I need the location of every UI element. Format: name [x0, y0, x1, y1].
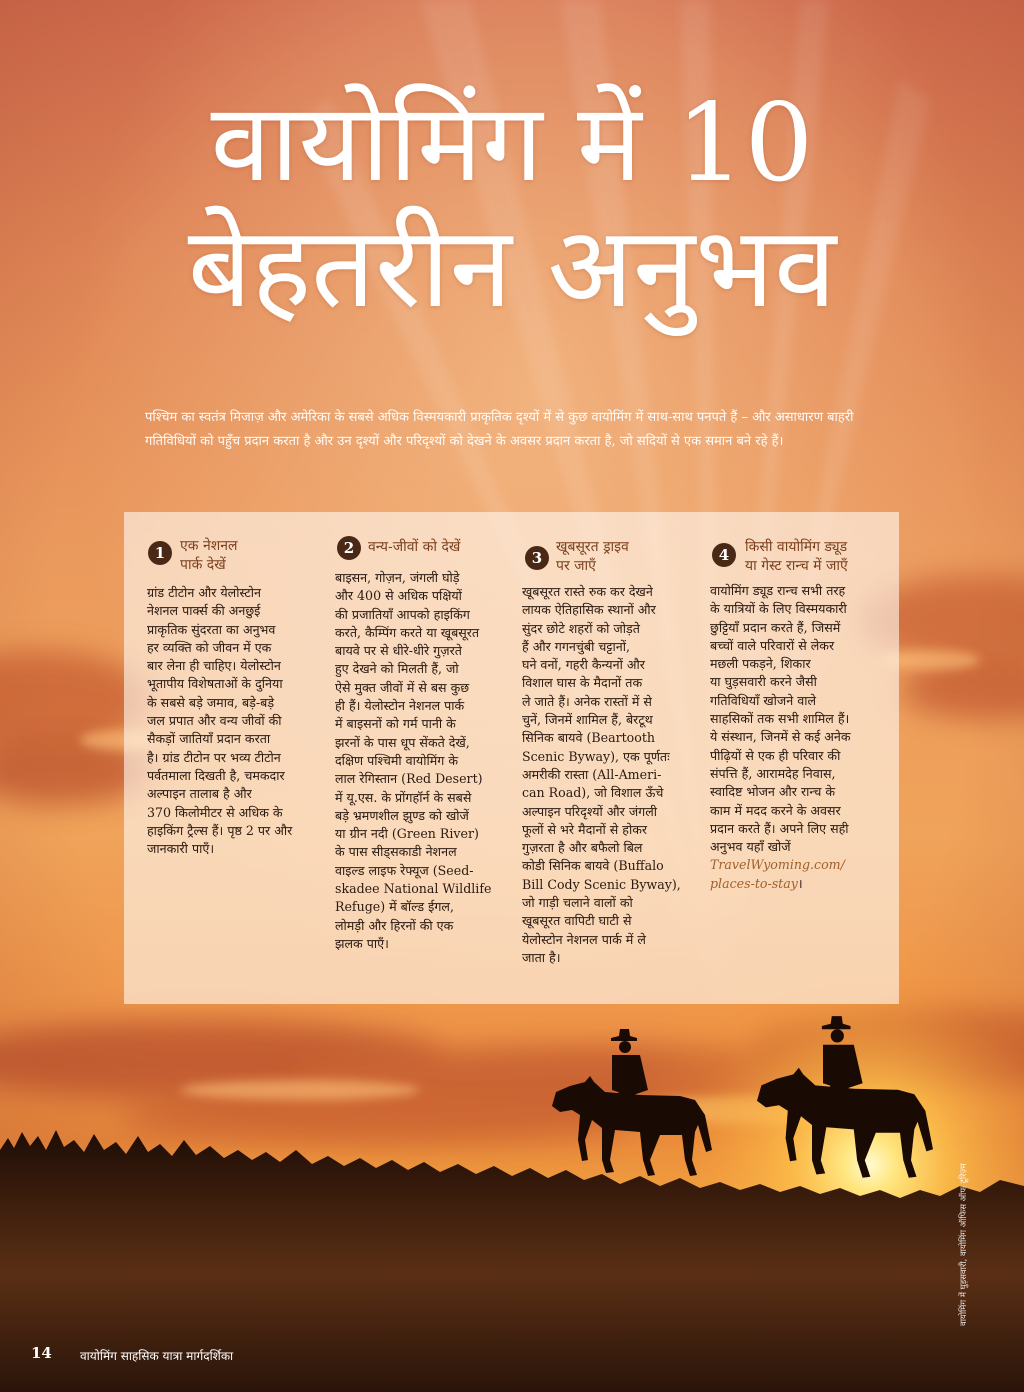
body-line: ये संस्थान, जिनमें से कई अनेक [710, 729, 851, 745]
body-line: की प्रजातियाँ आपको हाइकिंग [335, 606, 470, 622]
body-line: सैकड़ों जातियाँ प्रदान करता [147, 731, 271, 747]
body-line: कोडी सिनिक बायवे (Buffalo [522, 858, 664, 874]
sentence-end: । [797, 875, 803, 891]
body-line: सुंदर छोटे शहरों को जोड़ते [522, 620, 640, 636]
publication-name: वायोमिंग साहसिक यात्रा मार्गदर्शिका [80, 1349, 234, 1363]
body-line: पीढ़ियों से एक ही परिवार की [710, 747, 841, 763]
column-heading [180, 537, 238, 575]
body-line: हाइकिंग ट्रैल्स हैं। पृष्ठ 2 पर और [147, 822, 293, 838]
body-line: या घुड़सवारी करने जैसी [710, 674, 817, 690]
number-badge: 1 [148, 541, 172, 565]
website-link: TravelWyoming.com/ [710, 857, 845, 873]
body-line: लायक ऐतिहासिक स्थानों और [522, 602, 656, 618]
body-line: पर्वतमाला दिखती है, चमकदार [147, 767, 285, 783]
experience-column [335, 512, 517, 1004]
body-line: खूबसूरत रास्ते रुक कर देखने [522, 584, 653, 599]
body-line: चुनें, जिनमें शामिल हैं, बेरटूथ [522, 712, 653, 728]
body-line: हुए देखने को मिलती हैं, जो [335, 661, 459, 677]
body-line: जल प्रपात और वन्य जीवों की [147, 713, 282, 729]
body-line: हैं और गगनचुंबी चट्टानों, [522, 638, 631, 654]
photo-credit: वायोमिंग में घुड़सवारी, वायोमिंग ऑफिस ऑफ टूरिज़्म [959, 1163, 969, 1326]
heading-line: एक नेशनल [180, 538, 238, 554]
body-line: Scenic Byway), एक पूर्णतः [522, 748, 670, 764]
body-line: वायोमिंग ड्यूड रान्च सभी तरह [710, 583, 846, 598]
body-line: स्वादिष्ट भोजन और रान्च के [710, 784, 836, 800]
experience-column [710, 512, 892, 1004]
body-line: में यू.एस. के प्रोंगहॉर्न के सबसे [335, 789, 472, 805]
body-line: के पास सीड्सकाडी नेशनल [335, 844, 457, 860]
page-title-line-1: वायोमिंग में 10 [210, 81, 814, 206]
heading-line: पार्क देखें [180, 557, 226, 573]
body-line: गुज़रता है और बफैलो बिल [522, 840, 643, 856]
body-line: 370 किलोमीटर से अधिक के [147, 804, 283, 820]
body-line: सिनिक बायवे (Beartooth [522, 730, 656, 746]
column-heading [745, 538, 848, 576]
number-badge: 3 [525, 546, 549, 570]
column-heading [368, 538, 460, 557]
heading-line: पर जाएँ [556, 558, 596, 574]
rider-head [619, 1041, 631, 1053]
number-badge: 2 [337, 536, 361, 560]
body-line: प्राकृतिक सुंदरता का अनुभव [147, 621, 276, 637]
body-line: में बाइसनों को गर्म पानी के [335, 716, 456, 732]
body-line: फूलों से भरे मैदानों से होकर [522, 821, 648, 837]
heading-line: वन्य-जीवों को देखें [368, 539, 461, 555]
body-line: बड़े भ्रमणशील झुण्ड को खोजें [335, 807, 469, 823]
body-line: बाइसन, गोज़न, जंगली घोड़े [335, 570, 460, 585]
body-line: अल्पाइन परिदृश्यों और जंगली [522, 803, 658, 819]
number-badge: 4 [712, 543, 736, 567]
body-line: प्रदान करते हैं। अपने लिए सही [710, 820, 849, 836]
body-line: और 400 से अधिक पक्षियों [335, 588, 462, 604]
body-line: लोमड़ी और हिरनों की एक [335, 917, 454, 933]
body-line: या ग्रीन नदी (Green River) [335, 826, 479, 842]
body-line: बार लेना ही चाहिए। येलोस्टोन [147, 658, 281, 674]
page-title-line-2: बेहतरीन अनुभव [187, 203, 837, 333]
experience-column [147, 512, 329, 1004]
body-line: है। ग्रांड टीटोन पर भव्य टीटोन [147, 749, 281, 765]
body-line: ग्रांड टीटोन और येलोस्टोन [147, 585, 261, 600]
website-link: places-to-stay [710, 875, 798, 891]
body-line: जो गाड़ी चलाने वालों को [522, 895, 633, 911]
body-line: काम में मदद करने के अवसर [710, 802, 841, 818]
experiences-box [124, 512, 899, 1004]
body-line: बच्चों वाले परिवारों से लेकर [710, 637, 835, 653]
body-line: skadee National Wildlife [335, 881, 492, 897]
body-lines [710, 582, 851, 856]
body-line: ले जाते हैं। अनेक रास्तों में से [522, 693, 652, 709]
link-line [710, 856, 851, 874]
body-line: येलोस्टोन नेशनल पार्क में ले [522, 931, 646, 947]
body-line: बायवे पर से धीरे-धीरे गुज़रते [335, 643, 462, 659]
intro-paragraph: पश्चिम का स्वतंत्र मिजाज़ और अमेरिका के सबसे अधिक विस्मयकारी प्राकृतिक दृश्यों में से कुछ वायोमिंग में साथ-साथ पनपते हैं – और असाधारण बाहरी गतिविधियों को पहुँच प्रदान करता है और उन दृश्यों और परिदृश्यों को देखने के अवसर प्रदान करता है, जो सदियों से एक समान बने रहे हैं। [145, 410, 854, 449]
body-line: संपत्ति हैं, आरामदेह निवास, [710, 765, 836, 781]
body-line: के यात्रियों के लिए विस्मयकारी [710, 601, 847, 617]
body-line: गतिविधियाँ खोजने वाले [710, 692, 817, 708]
body-line: करते, कैम्पिंग करते या खूबसूरत [335, 624, 480, 640]
body-line: Refuge) में बॉल्ड ईगल, [335, 899, 454, 915]
body-line: घने वनों, गहरी कैन्यनों और [522, 657, 645, 673]
experience-column [522, 512, 704, 1004]
body-line: जानकारी पाएँ। [147, 841, 215, 857]
body-line: दक्षिण पश्चिमी वायोमिंग के [335, 752, 459, 768]
column-heading [556, 538, 629, 576]
body-line: अनुभव यहाँ खोजें [710, 839, 791, 855]
body-line: नेशनल पार्क्स की अनछुई [147, 603, 261, 619]
body-line: can Road), जो विशाल ऊँचे [522, 785, 664, 801]
column-body [335, 569, 491, 953]
column-body [522, 583, 681, 967]
heading-line: किसी वायोमिंग ड्यूड [745, 539, 848, 555]
body-line: भूतापीय विशेषताओं के दुनिया [147, 676, 283, 692]
body-line: हर व्यक्ति को जीवन में एक [147, 639, 272, 655]
body-line: के सबसे बड़े जमाव, बड़े-बड़े [147, 694, 275, 710]
heading-line: या गेस्ट रान्च में जाएँ [745, 558, 848, 574]
body-line: झरनों के पास धूप सेंकते देखें, [335, 734, 470, 750]
body-line: Bill Cody Scenic Byway), [522, 876, 681, 892]
heading-line: खूबसूरत ड्राइव [556, 539, 629, 555]
body-line: ऐसे मुक्त जीवों में से बस कुछ [335, 679, 470, 695]
body-line: अल्पाइन तालाब है और [147, 786, 252, 802]
body-line: ही हैं। येलोस्टोन नेशनल पार्क [335, 698, 465, 714]
body-line: खूबसूरत वापिटी घाटी से [522, 913, 632, 929]
column-body [147, 584, 292, 858]
body-line: जाता है। [522, 949, 561, 965]
link-line [710, 875, 851, 893]
body-line: साहसिकों तक सभी शामिल हैं। [710, 711, 850, 727]
body-line: मछली पकड़ने, शिकार [710, 656, 811, 672]
body-line: वाइल्ड लाइफ रेफ्यूज (Seed- [335, 862, 474, 878]
body-line: लाल रेगिस्तान (Red Desert) [335, 771, 483, 787]
page-number: 14 [31, 1344, 52, 1362]
body-line: अमरीकी रास्ता (All-Ameri- [522, 766, 662, 782]
column-body [710, 582, 851, 893]
body-line: छुट्टियाँ प्रदान करते हैं, जिसमें [710, 619, 841, 635]
body-line: विशाल घास के मैदानों तक [522, 675, 643, 691]
body-line: झलक पाएँ। [335, 935, 389, 951]
